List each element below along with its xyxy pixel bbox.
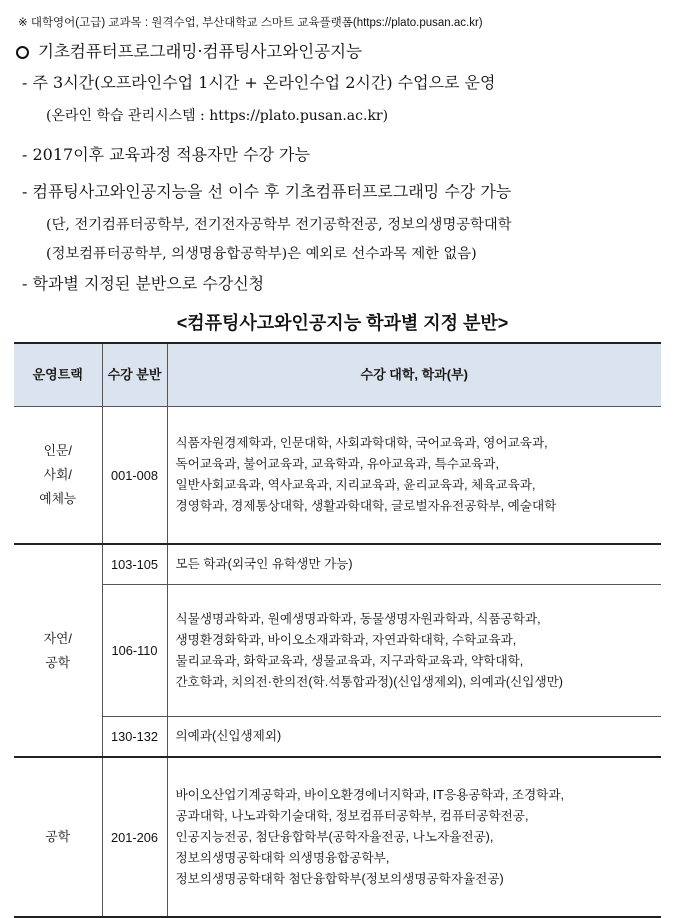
circle-bullet-icon (16, 46, 29, 59)
section-table (14, 342, 661, 918)
table-row (14, 407, 661, 545)
section-cell: 106-110 (102, 585, 167, 717)
section-cell: 201-206 (102, 757, 167, 917)
bullet-prerequisite-note-2: (정보컴퓨터공학부, 의생명융합공학부)은 예외로 선수과목 제한 없음) (46, 246, 477, 262)
bullet-prerequisite-note-1: (단, 전기컴퓨터공학부, 전기전자공학부 전기공학전공, 정보의생명공학대학 (46, 217, 512, 233)
note-line: ※ 대학영어(고급) 교과목 : 원격수업, 부산대학교 스마트 교육플랫폼(https://plato.pusan.ac.kr) (18, 17, 483, 29)
table-row (14, 717, 661, 758)
track-cell-humanities: 인문/ 사회/ 예체능 (14, 407, 102, 545)
section-cell: 130-132 (102, 717, 167, 758)
table-row (14, 585, 661, 717)
dept-cell: 식물생명과학과, 원예생명과학과, 동물생명자원과학과, 식품공학과, 생명환경화학과, 바이오소재과학과, 자연과학대학, 수학교육과, 물리교육과, 화학교육과, 생물교육과, 지구과학교육과, 약학대학, 간호학과, 치의전·한의전(학.석통합과정)(신입생제외), 의예과(신입생만) (167, 585, 661, 717)
bullet-curriculum: - 2017이후 교육과정 적용자만 수강 가능 (22, 145, 310, 164)
header-section: 수강 분반 (102, 343, 167, 407)
section-cell: 001-008 (102, 407, 167, 545)
table-row (14, 544, 661, 585)
dept-cell: 의예과(신입생제외) (167, 717, 661, 758)
section-heading (16, 38, 362, 62)
section-heading-text: 기초컴퓨터프로그래밍·컴퓨팅사고와인공지능 (38, 42, 363, 61)
dept-cell: 바이오산업기계공학과, 바이오환경에너지학과, IT응용공학과, 조경학과, 공과대학, 나노과학기술대학, 정보컴퓨터공학부, 컴퓨터공학전공, 인공지능전공, 첨단융합학부(공학자율전공, 나노자율전공), 정보의생명공학대학 의생명융합공학부, 정보의생명공학대학 첨단융합학부(정보의생명공학자율전공) (167, 757, 661, 917)
bullet-registration: - 학과별 지정된 분반으로 수강신청 (22, 274, 265, 293)
header-track: 운영트랙 (14, 343, 102, 407)
bullet-schedule: - 주 3시간(오프라인수업 1시간 + 온라인수업 2시간) 수업으로 운영 (22, 73, 496, 92)
track-cell-engineering: 공학 (14, 757, 102, 917)
bullet-prerequisite: - 컴퓨팅사고와인공지능을 선 이수 후 기초컴퓨터프로그래밍 수강 가능 (22, 182, 512, 201)
section-cell: 103-105 (102, 544, 167, 585)
header-dept: 수강 대학, 학과(부) (167, 343, 661, 407)
table-header-row (14, 343, 661, 407)
table-title: <컴퓨팅사고와인공지능 학과별 지정 분반> (176, 313, 509, 333)
dept-cell: 식품자원경제학과, 인문대학, 사회과학대학, 국어교육과, 영어교육과, 독어교육과, 불어교육과, 교육학과, 유아교육과, 특수교육과, 일반사회교육과, 역사교육과, 지리교육과, 윤리교육과, 체육교육과, 경영학과, 경제통상대학, 생활과학대학, 글로벌자유전공학부, 예술대학 (167, 407, 661, 545)
track-cell-science: 자연/ 공학 (14, 544, 102, 757)
bullet-schedule-note: (온라인 학습 관리시스템 : https://plato.pusan.ac.kr) (46, 108, 389, 124)
dept-cell: 모든 학과(외국인 유학생만 가능) (167, 544, 661, 585)
table-row (14, 757, 661, 917)
